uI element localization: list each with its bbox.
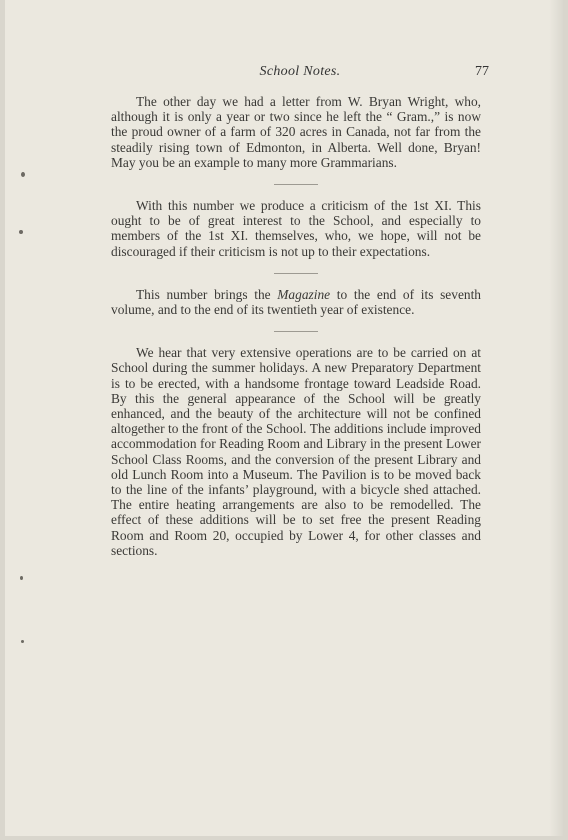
section-divider bbox=[274, 184, 318, 185]
paragraph-magazine-volume bbox=[111, 287, 481, 317]
paragraph-criticism-first-eleven: With this number we produce a criticism of the 1st XI. This ought to be of great interest to the School, and especially to members of the 1st XI. themselves, who, we hope, will not be discouraged if their criticism is not up to their expectations. bbox=[111, 198, 481, 259]
book-page bbox=[5, 0, 563, 836]
paper-speck bbox=[19, 230, 23, 234]
paragraph-magazine-volume-end: to the end of its seventh volume, and to the end of its twentieth year of existence. bbox=[111, 286, 482, 318]
page-body bbox=[111, 94, 481, 558]
magazine-title: Magazine bbox=[277, 286, 331, 302]
running-title: School Notes. bbox=[259, 64, 341, 79]
paragraph-bryan-wright: The other day we had a letter from W. Bryan Wright, who, although it is only a year or two since he left the “ Gram.,” is now the proud owner of a farm of 320 acres in Canada, not far from the steadily rising town of Edmonton, in Alberta. Well done, Bryan! May you be an example to many more Grammarians. bbox=[111, 94, 481, 170]
paper-speck bbox=[21, 640, 24, 643]
paragraph-summer-building-works: We hear that very extensive operations are to be carried on at School during the summer holidays. A new Preparatory Department is to be erected, with a handsome frontage toward Leadside Road. By this the general appearance of the School will be greatly enhanced, and the beauty of the architecture will not be confined altogether to the front of the School. The additions include improved accommodation for Reading Room and Library in the present Lower School Class Rooms, and the conversion of the present Library and old Lunch Room into a Museum. The Pavilion is to be moved back to the line of the infants’ playground, with a bicycle shed attached. The entire heating arrangements are also to be remodelled. The effect of these additions will be to set free the present Reading Room and Room 20, occupied by Lower 4, for other classes and sections. bbox=[111, 345, 481, 558]
section-divider bbox=[274, 331, 318, 332]
section-divider bbox=[274, 273, 318, 274]
paper-speck bbox=[20, 576, 23, 580]
paper-speck bbox=[21, 172, 25, 177]
paragraph-magazine-volume-start: This number brings the bbox=[136, 286, 278, 302]
running-head bbox=[111, 64, 489, 84]
page-number: 77 bbox=[475, 64, 489, 79]
